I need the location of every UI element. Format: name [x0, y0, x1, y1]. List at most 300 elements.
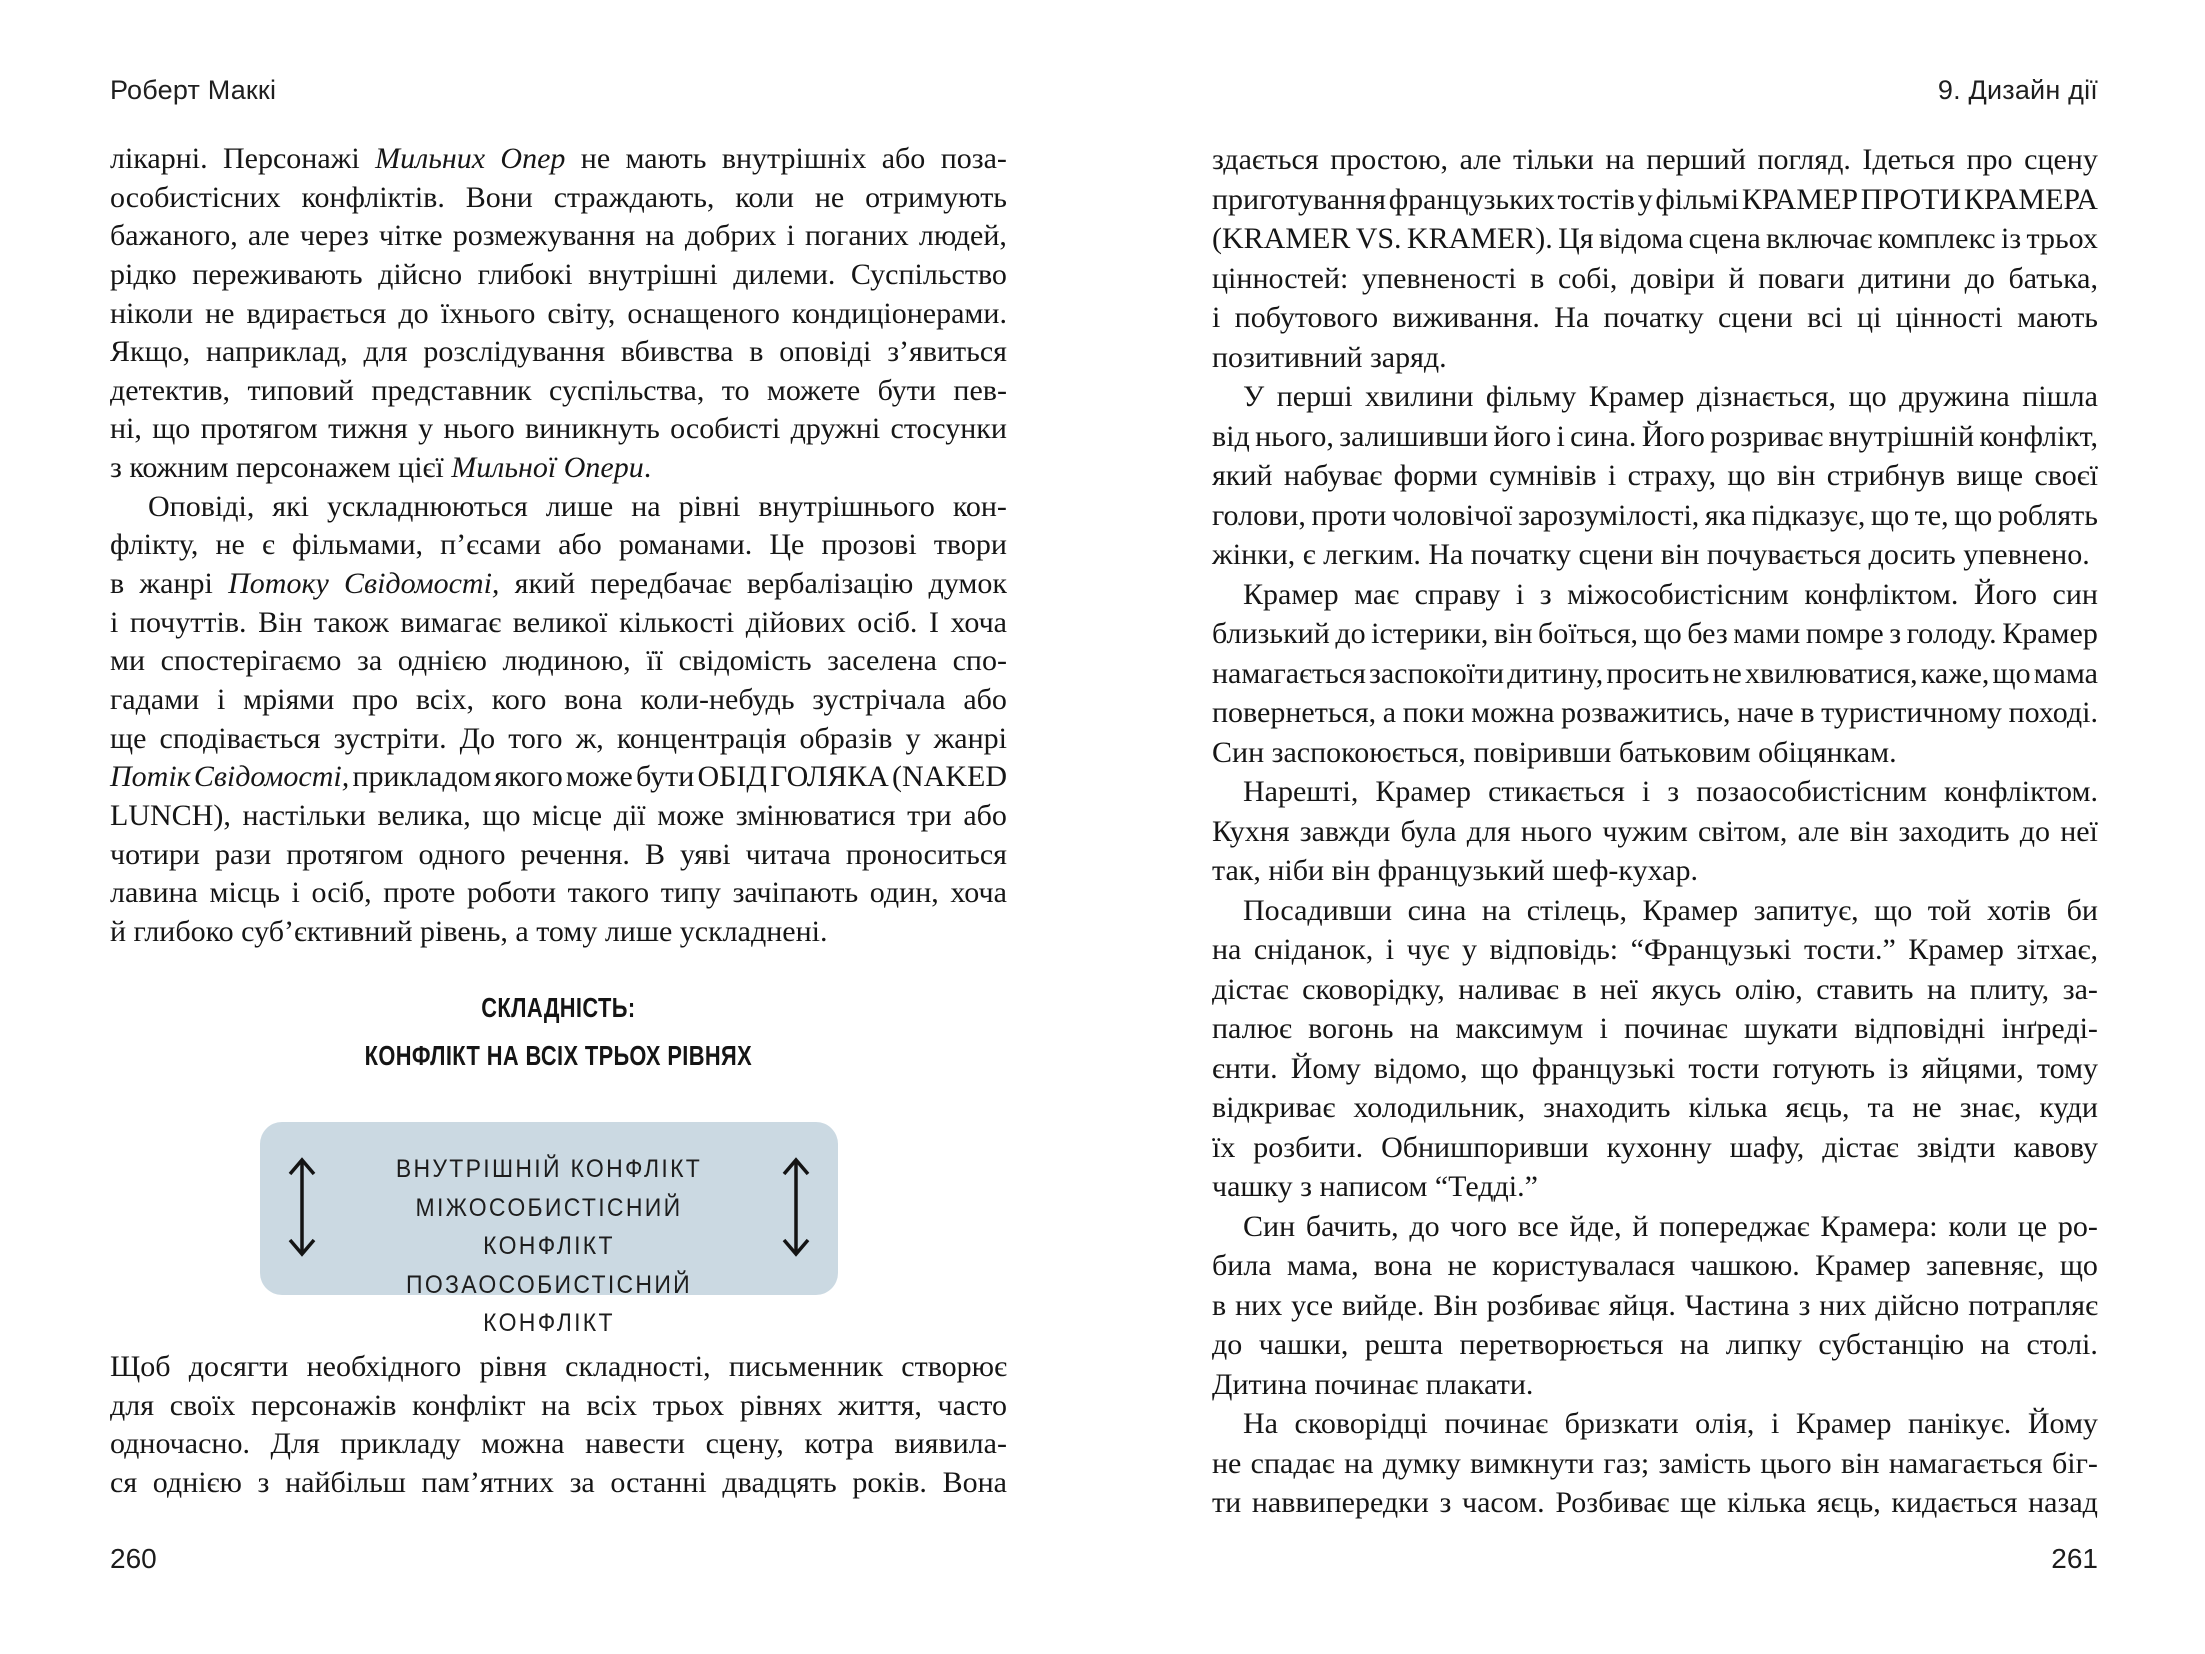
- text-word: складності,: [565, 1350, 711, 1383]
- text-word: необхідного: [306, 1350, 462, 1383]
- text-word: відповідь:: [1489, 933, 1619, 966]
- text-word: вербалізацію: [746, 567, 914, 601]
- text-word: на: [1344, 1446, 1374, 1480]
- text-word: бачить,: [1305, 1209, 1399, 1243]
- text-word: жанрі: [139, 567, 213, 601]
- text-line: [1212, 1444, 2098, 1484]
- text-word: бризкати: [1564, 1407, 1679, 1440]
- text-word: плиту,: [1969, 972, 2050, 1006]
- text-word: Його: [1973, 577, 2038, 611]
- text-word: років.: [852, 1465, 927, 1499]
- text-word: речення.: [520, 837, 630, 871]
- text-word: якого: [494, 760, 563, 794]
- text-word: не: [1912, 1091, 1942, 1124]
- text-word: зачіпають: [732, 876, 859, 910]
- text-word: думок: [928, 567, 1007, 601]
- text-word: типу: [660, 876, 721, 910]
- text-word: дістає: [1212, 972, 1289, 1006]
- text-word: (NAKED: [892, 760, 1007, 794]
- text-word: тости.”: [1804, 933, 1896, 966]
- text-word: розслідування: [423, 335, 606, 369]
- text-word: не: [814, 180, 845, 214]
- text-word: істерики,: [1371, 617, 1489, 650]
- text-line: [110, 140, 1007, 179]
- section-heading: [110, 984, 1007, 1080]
- text-word: дійсно: [1875, 1288, 1960, 1322]
- text-word: але: [1797, 814, 1840, 848]
- text-word: всіх: [586, 1388, 637, 1422]
- text-word: кількості: [619, 605, 735, 639]
- text-word: сцену,: [705, 1427, 784, 1461]
- text-word: з: [1889, 617, 1902, 650]
- text-line: [1212, 1286, 2098, 1326]
- text-word: лише: [545, 489, 614, 523]
- text-word: він: [1849, 814, 1889, 848]
- text-word: сковорідці: [1294, 1407, 1428, 1440]
- text-word: персонажів: [251, 1388, 397, 1422]
- text-word: розбити.: [1253, 1130, 1364, 1164]
- text-word: однією: [397, 644, 487, 678]
- text-word: Щоб: [110, 1350, 171, 1383]
- text-word: роблять: [1997, 498, 2098, 532]
- text-line: [110, 488, 1007, 527]
- text-word: великої: [512, 605, 608, 639]
- text-word: якусь: [1651, 972, 1722, 1006]
- text-word: коли-небудь: [640, 682, 795, 716]
- text-word: сина.: [1570, 419, 1637, 453]
- text-line: [110, 565, 1007, 604]
- text-word: що: [1870, 498, 1910, 532]
- text-word: або: [881, 142, 926, 175]
- text-word: яйцями,: [1921, 1051, 2024, 1085]
- text-word: в: [1572, 972, 1587, 1006]
- text-word: розважитись,: [1561, 696, 1731, 729]
- right-text-column: [1212, 140, 2098, 1523]
- text-word: твори: [933, 528, 1007, 562]
- text-word: людей,: [918, 219, 1007, 253]
- text-line: [110, 295, 1007, 334]
- text-word: фільмами,: [291, 528, 423, 562]
- text-word: стикається: [1488, 775, 1625, 808]
- text-word: такого: [567, 876, 650, 910]
- text-word: для: [110, 1388, 155, 1422]
- text-word: назад: [2028, 1486, 2098, 1519]
- text-word: Якщо,: [110, 335, 191, 369]
- text-word: рівні: [678, 489, 741, 523]
- text-word: яєць,: [1816, 1486, 1881, 1519]
- page-number-left: 260: [110, 1543, 157, 1574]
- text-word: наввипередки: [1251, 1486, 1429, 1519]
- text-word: перетворюється: [1459, 1328, 1664, 1361]
- text-word: також: [314, 605, 389, 639]
- diagram-labels-inner: [348, 1150, 751, 1343]
- text-word: ми: [110, 644, 146, 678]
- text-word: упевненості: [1362, 261, 1517, 295]
- text-word: навести: [585, 1427, 685, 1461]
- text-word: Оповіді,: [148, 489, 255, 523]
- text-word: В: [644, 837, 665, 871]
- text-word: виявила-: [894, 1427, 1007, 1461]
- text-word: холодильник,: [1353, 1091, 1526, 1124]
- text-word: сніданок,: [1253, 933, 1374, 966]
- text-word: шафу,: [1729, 1130, 1805, 1164]
- text-word: ся: [110, 1465, 138, 1499]
- text-word: близький: [1212, 617, 1330, 650]
- text-run: Мильної Опери: [451, 451, 644, 485]
- text-word: кондиціонерами.: [791, 296, 1007, 330]
- text-word: трьох: [652, 1388, 725, 1422]
- running-header-chapter: 9. Дизайн дії: [1937, 75, 2098, 105]
- text-word: відома: [1598, 222, 1684, 255]
- text-word: довіри: [1631, 261, 1715, 295]
- text-word: особисті: [670, 412, 781, 446]
- text-word: рази: [214, 837, 272, 871]
- text-word: цінностей:: [1212, 261, 1349, 295]
- text-word: часто: [937, 1388, 1007, 1422]
- text-word: з: [1667, 775, 1680, 808]
- text-line: [110, 604, 1007, 643]
- text-word: один,: [869, 876, 939, 910]
- text-word: максимум: [1455, 1012, 1584, 1045]
- text-word: у: [418, 412, 434, 446]
- text-word: що: [2059, 1249, 2098, 1282]
- text-word: Крамер: [2002, 617, 2098, 650]
- text-word: Йому: [2027, 1407, 2098, 1440]
- text-word: з: [1798, 1288, 1811, 1322]
- text-word: стрибнув: [1826, 459, 1946, 492]
- text-word: наче: [1737, 696, 1794, 729]
- text-word: LUNCH),: [110, 798, 231, 832]
- text-line: [110, 256, 1007, 295]
- text-word: шукати: [1744, 1012, 1838, 1045]
- text-word: всіх,: [415, 682, 475, 716]
- text-word: зарозумілості,: [1518, 498, 1700, 532]
- text-word: внутрішній: [1828, 419, 1975, 453]
- text-word: бути: [635, 760, 695, 794]
- text-line: [110, 526, 1007, 565]
- text-word: життя,: [837, 1388, 922, 1422]
- text-word: голоду.: [1906, 617, 1997, 650]
- text-word: двадцять: [722, 1465, 837, 1499]
- text-word: часом.: [1462, 1486, 1545, 1519]
- text-run: .: [643, 451, 652, 485]
- text-word: Крамер: [1588, 380, 1685, 413]
- text-line: [1212, 1365, 2098, 1405]
- text-word: котра: [804, 1427, 874, 1461]
- text-word: субстанцію: [1818, 1328, 1965, 1361]
- text-word: вогонь: [1308, 1012, 1394, 1045]
- text-word: відомо,: [1373, 1051, 1468, 1085]
- text-word: лавина: [110, 876, 198, 910]
- diagram-label-interpersonal-conflict: МІЖОСОБИСТІСНИЙ КОНФЛІКТ: [415, 1193, 683, 1260]
- text-word: цього: [1760, 1446, 1832, 1480]
- text-word: що: [1480, 1051, 1519, 1085]
- text-word: не: [205, 296, 235, 330]
- text-word: з: [1439, 1486, 1452, 1519]
- text-word: але: [1459, 143, 1502, 176]
- text-word: чашки,: [1258, 1328, 1349, 1361]
- left-text-column-bottom: [110, 1348, 1007, 1503]
- text-word: хотів: [1986, 893, 2052, 927]
- text-line: [110, 874, 1007, 913]
- left-text-column-top: [110, 140, 1007, 951]
- text-word: спостерігаємо: [160, 644, 342, 678]
- text-word: але: [247, 219, 290, 253]
- text-word: і: [1556, 419, 1565, 453]
- text-run: так, ніби він французький шеф-кухар.: [1212, 854, 1698, 887]
- text-word: на: [1926, 972, 1957, 1006]
- text-word: підказує,: [1751, 498, 1866, 532]
- text-word: наливає: [1458, 972, 1559, 1006]
- text-line: [1212, 1128, 2098, 1168]
- text-word: вдирається: [246, 296, 387, 330]
- text-line: [1212, 654, 2098, 694]
- text-word: він: [1840, 1446, 1880, 1480]
- text-word: того: [508, 721, 563, 755]
- text-word: тижня: [328, 412, 408, 446]
- text-word: світу,: [547, 296, 616, 330]
- text-line: [1212, 930, 2098, 970]
- text-word: Він: [258, 605, 303, 639]
- text-line: [110, 681, 1007, 720]
- text-word: суспільства,: [549, 373, 705, 407]
- text-word: ОБІД: [697, 760, 767, 794]
- text-line: [110, 410, 1007, 449]
- text-word: про: [352, 682, 399, 716]
- text-word: У: [1243, 380, 1265, 413]
- text-line: [1212, 614, 2098, 654]
- text-word: і: [1515, 577, 1525, 611]
- text-word: до: [2019, 814, 2051, 848]
- text-word: прозові: [821, 528, 917, 562]
- text-word: оповіді: [779, 335, 872, 369]
- text-word: Вона: [942, 1465, 1007, 1499]
- double-arrow-icon: [284, 1154, 320, 1260]
- text-word: тому: [2036, 1051, 2098, 1085]
- text-word: хоча: [950, 876, 1007, 910]
- text-word: Нарешті,: [1243, 775, 1359, 808]
- text-word: він: [1493, 617, 1533, 650]
- text-word: і: [1641, 775, 1651, 808]
- text-word: та: [1867, 1091, 1895, 1124]
- left-page: [110, 0, 1007, 1654]
- text-run: Син заспокоюється, повіривши батьковим обіцянкам.: [1212, 735, 1897, 769]
- text-word: Персонажі: [223, 142, 360, 175]
- text-word: конфлікт,: [1979, 419, 2098, 453]
- section-heading-line2: КОНФЛІКТ НА ВСІХ ТРЬОХ РІВНЯХ: [364, 1040, 753, 1071]
- text-word: Посадивши: [1243, 893, 1393, 927]
- text-word: можете: [766, 373, 861, 407]
- text-word: переживають: [192, 257, 363, 291]
- text-word: виникнуть: [525, 412, 660, 446]
- text-word: через: [299, 219, 369, 253]
- text-word: за: [569, 1465, 595, 1499]
- text-word: міжособистісним: [1567, 577, 1789, 611]
- text-word: Обнишпоривши: [1381, 1130, 1589, 1164]
- text-word: дістає: [1822, 1130, 1899, 1164]
- text-word: може: [657, 798, 725, 832]
- text-word: зітхає,: [2016, 933, 2098, 966]
- text-word: або: [558, 528, 602, 562]
- text-word: Крамера:: [1820, 1209, 1938, 1243]
- text-word: кухонну: [1606, 1130, 1712, 1164]
- text-word: єнти.: [1212, 1051, 1278, 1085]
- text-word: конфліктів.: [301, 180, 445, 214]
- text-word: чого: [1450, 1209, 1508, 1243]
- right-page: [1212, 0, 2098, 1654]
- text-word: хвилюватися,: [1744, 656, 1918, 690]
- text-word: дії: [613, 798, 646, 832]
- text-word: поваги: [1758, 261, 1845, 295]
- section-heading-line1: СКЛАДНІСТЬ:: [481, 992, 636, 1023]
- text-word: знаходить: [1543, 1091, 1671, 1124]
- text-word: стосунки: [890, 412, 1007, 446]
- text-line: [1212, 1009, 2098, 1049]
- text-line: [110, 179, 1007, 218]
- text-word: то: [721, 373, 750, 407]
- text-word: і: [1385, 933, 1395, 966]
- text-word: проте: [383, 876, 456, 910]
- text-word: не: [1212, 1446, 1242, 1480]
- text-word: той: [1927, 893, 1972, 927]
- text-word: ні,: [110, 412, 142, 446]
- text-word: яєць,: [1785, 1091, 1850, 1124]
- text-word: собі,: [1557, 261, 1618, 295]
- text-word: нього,: [1255, 419, 1334, 453]
- text-word: до: [1212, 1328, 1243, 1361]
- text-word: КРАМЕР: [1741, 182, 1859, 216]
- text-line: [1212, 1049, 2098, 1089]
- text-word: на: [1679, 1328, 1710, 1361]
- text-word: форми: [1393, 459, 1478, 492]
- text-word: конфліктом.: [1944, 775, 2098, 808]
- text-word: для: [1466, 814, 1511, 848]
- text-word: Потік: [110, 760, 191, 794]
- text-word: столі.: [2026, 1328, 2098, 1361]
- text-word: виживання.: [1392, 301, 1540, 334]
- text-word: дійсно: [378, 257, 463, 291]
- text-word: досягти: [188, 1350, 289, 1383]
- text-word: рівня: [479, 1350, 547, 1383]
- text-word: замість: [1658, 1446, 1752, 1480]
- text-word: ГОЛЯКА: [770, 760, 889, 794]
- text-word: приготування: [1212, 182, 1386, 216]
- text-word: заходить: [1898, 814, 2010, 848]
- text-line: [1212, 417, 2098, 457]
- text-word: найбільш: [285, 1465, 406, 1499]
- text-word: протягом: [286, 837, 404, 871]
- text-line: [110, 1348, 1007, 1387]
- text-word: оснащеного: [627, 296, 780, 330]
- text-word: усе: [1291, 1288, 1334, 1322]
- text-word: просить: [1606, 656, 1710, 690]
- text-word: палює: [1212, 1012, 1292, 1045]
- text-word: Це: [769, 528, 805, 562]
- text-word: Крамер: [1815, 1249, 1911, 1282]
- text-line: [1212, 1167, 2098, 1207]
- text-word: п’єсами: [440, 528, 542, 562]
- text-line: [110, 1425, 1007, 1464]
- text-word: Суспільство: [850, 257, 1007, 291]
- text-word: чужим: [1602, 814, 1688, 848]
- text-word: на: [541, 1388, 571, 1422]
- text-word: тільки: [1513, 143, 1594, 176]
- text-word: вимагає: [400, 605, 502, 639]
- text-run: жінки, є легким. На початку сцени він почувається досить упевнено.: [1212, 538, 2090, 571]
- text-word: Потоку: [228, 567, 329, 601]
- text-line: [1212, 812, 2098, 852]
- text-word: поза-: [940, 142, 1007, 175]
- text-word: погляд.: [1757, 143, 1851, 176]
- text-word: одночасно.: [110, 1427, 250, 1461]
- text-word: починає: [1624, 1012, 1728, 1045]
- text-line: [1212, 1404, 2098, 1444]
- text-line: [1212, 693, 2098, 733]
- text-run: з кожним персонажем цієї: [110, 451, 452, 485]
- text-word: вийде.: [1342, 1288, 1425, 1322]
- text-word: розриває: [1710, 419, 1824, 453]
- text-word: їх: [1212, 1130, 1236, 1164]
- text-line: [1212, 1325, 2098, 1365]
- text-word: фільму: [1485, 380, 1577, 413]
- text-line: [1212, 1088, 2098, 1128]
- text-word: І: [928, 605, 939, 639]
- text-word: сцена: [1688, 222, 1761, 255]
- text-word: спадає: [1250, 1446, 1335, 1480]
- text-word: лікарні.: [110, 142, 208, 175]
- text-word: била: [1212, 1249, 1272, 1282]
- text-word: нього: [443, 412, 515, 446]
- text-word: газ;: [1603, 1446, 1650, 1480]
- text-line: [1212, 851, 2098, 891]
- text-word: французьких: [1388, 182, 1555, 216]
- text-word: розбиває: [1486, 1288, 1600, 1322]
- text-word: і: [110, 605, 119, 639]
- text-word: VS.: [1355, 222, 1402, 255]
- text-word: це: [2017, 1209, 2048, 1243]
- text-run: й глибоко суб’єктивний рівень, а тому лише ускладнені.: [110, 914, 828, 948]
- text-line: [110, 333, 1007, 372]
- text-word: читача: [745, 837, 831, 871]
- text-word: свідомість: [678, 644, 812, 678]
- text-line: [1212, 140, 2098, 180]
- text-word: чітке: [378, 219, 443, 253]
- text-line: [110, 913, 1007, 952]
- text-word: дитину,: [1507, 656, 1604, 690]
- text-word: детектив,: [110, 373, 231, 407]
- text-word: страждають,: [553, 180, 715, 214]
- text-word: місце: [532, 798, 603, 832]
- text-word: Опер: [500, 142, 566, 175]
- text-word: який: [514, 567, 576, 601]
- text-word: поки: [1402, 696, 1465, 729]
- text-word: дилеми.: [733, 257, 836, 291]
- text-word: романами.: [618, 528, 753, 562]
- text-word: кого: [491, 682, 547, 716]
- text-word: би: [2066, 893, 2098, 927]
- text-word: до: [398, 296, 429, 330]
- text-word: батька,: [2008, 261, 2098, 295]
- text-word: кон-: [952, 489, 1007, 523]
- text-word: велика,: [377, 798, 471, 832]
- text-line: [1212, 338, 2098, 378]
- text-word: у: [905, 721, 921, 755]
- text-word: на: [1605, 143, 1635, 176]
- text-word: а: [1382, 696, 1397, 729]
- text-word: кілька: [1727, 1486, 1807, 1519]
- text-line: [1212, 1483, 2098, 1523]
- text-word: три: [907, 798, 952, 832]
